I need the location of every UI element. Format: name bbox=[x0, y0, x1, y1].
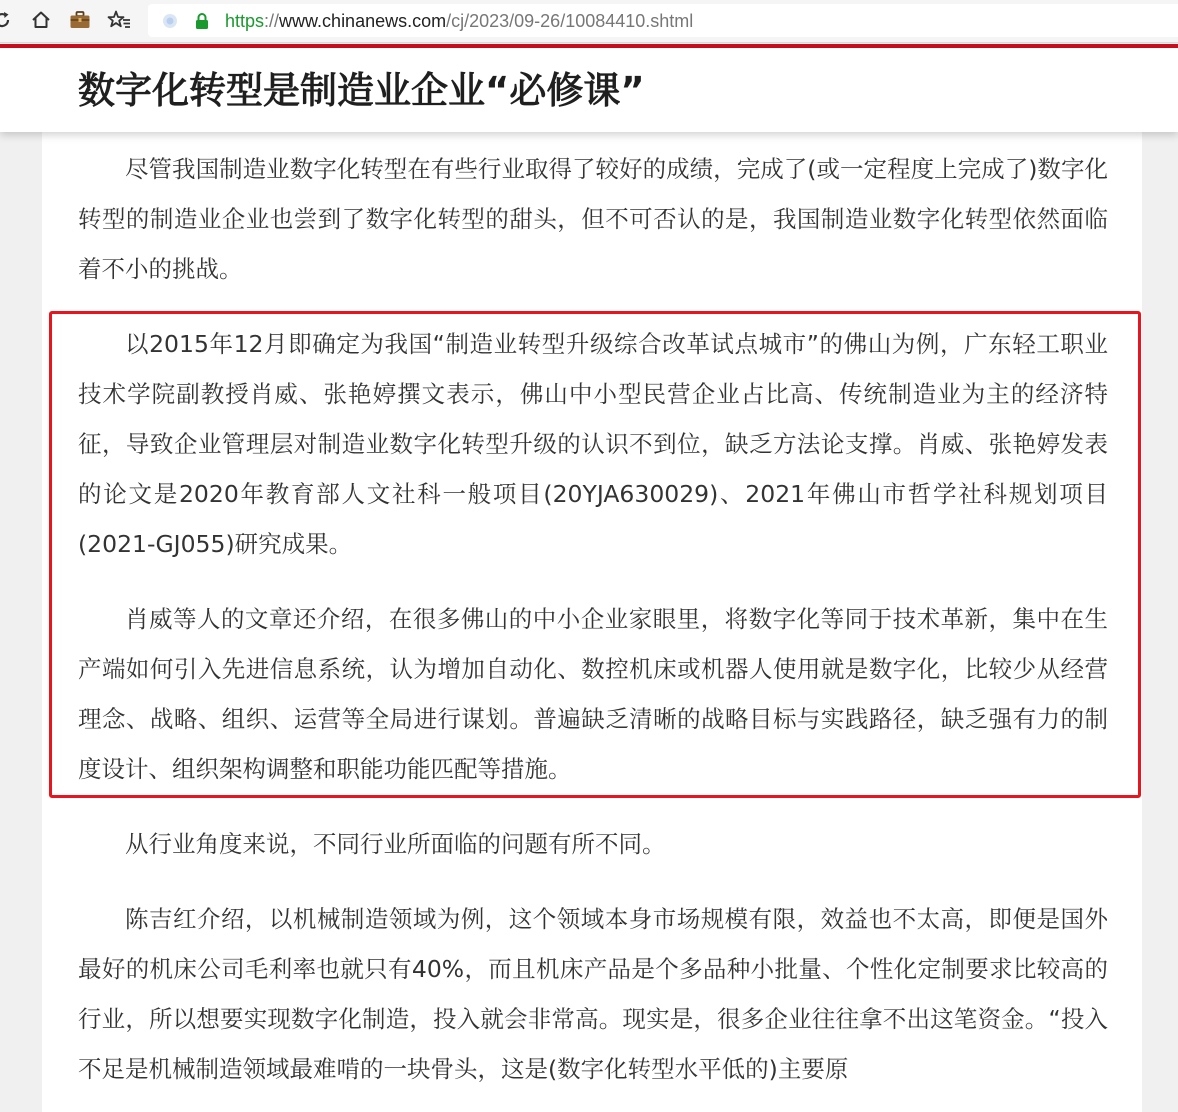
article-paragraph: 以2015年12月即确定为我国“制造业转型升级综合改革试点城市”的佛山为例，广东轻工职业技术学院副教授肖威、张艳婷撰文表示，佛山中小型民营企业占比高、传统制造业为主的经济特征，导致企业管理层对制造业数字化转型升级的认识不到位，缺乏方法论支撑。肖威、张艳婷发表的论文是2020年教育部人文社科一般项目(20YJA630029)、2021年佛山市哲学社科规划项目(2021-GJ055)研究成果。 bbox=[78, 330, 1108, 558]
url-scheme: https bbox=[225, 11, 265, 31]
browser-toolbar bbox=[0, 0, 1178, 43]
address-bar[interactable] bbox=[148, 4, 1178, 37]
url-path: /cj/2023/09-26/10084410.shtml bbox=[446, 11, 694, 31]
reload-icon[interactable] bbox=[0, 8, 14, 32]
site-indicator-icon bbox=[162, 13, 178, 29]
url-host: www.chinanews.com bbox=[279, 11, 447, 31]
article-body bbox=[42, 132, 1142, 1112]
article-paragraph: 尽管我国制造业数字化转型在有些行业取得了较好的成绩，完成了(或一定程度上完成了)数字化转型的制造业企业也尝到了数字化转型的甜头，但不可否认的是，我国制造业数字化转型依然面临着不小的挑战。 bbox=[78, 155, 1108, 283]
url-separator: :// bbox=[264, 11, 280, 31]
article-title-bar bbox=[0, 48, 1178, 132]
page-title: 数字化转型是制造业企业“必修课” bbox=[78, 69, 645, 112]
url-text[interactable] bbox=[225, 10, 693, 32]
article-paragraph: 从行业角度来说，不同行业所面临的问题有所不同。 bbox=[125, 830, 666, 858]
favorites-icon[interactable] bbox=[107, 8, 131, 32]
home-icon[interactable] bbox=[29, 8, 53, 32]
lock-icon bbox=[195, 12, 209, 30]
article-paragraph: 陈吉红介绍，以机械制造领域为例，这个领域本身市场规模有限，效益也不太高，即便是国外最好的机床公司毛利率也就只有40%，而且机床产品是个多品种小批量、个性化定制要求比较高的行业，所以想要实现数字化制造，投入就会非常高。现实是，很多企业往往拿不出这笔资金。“投入不足是机械制造领域最难啃的一块骨头，这是(数字化转型水平低的)主要原 bbox=[78, 905, 1108, 1083]
article-paragraph: 肖威等人的文章还介绍，在很多佛山的中小企业家眼里，将数字化等同于技术革新，集中在生产端如何引入先进信息系统，认为增加自动化、数控机床或机器人使用就是数字化，比较少从经营理念、战略、组织、运营等全局进行谋划。普遍缺乏清晰的战略目标与实践路径，缺乏强有力的制度设计、组织架构调整和职能功能匹配等措施。 bbox=[78, 605, 1108, 783]
briefcase-icon[interactable] bbox=[68, 8, 92, 32]
